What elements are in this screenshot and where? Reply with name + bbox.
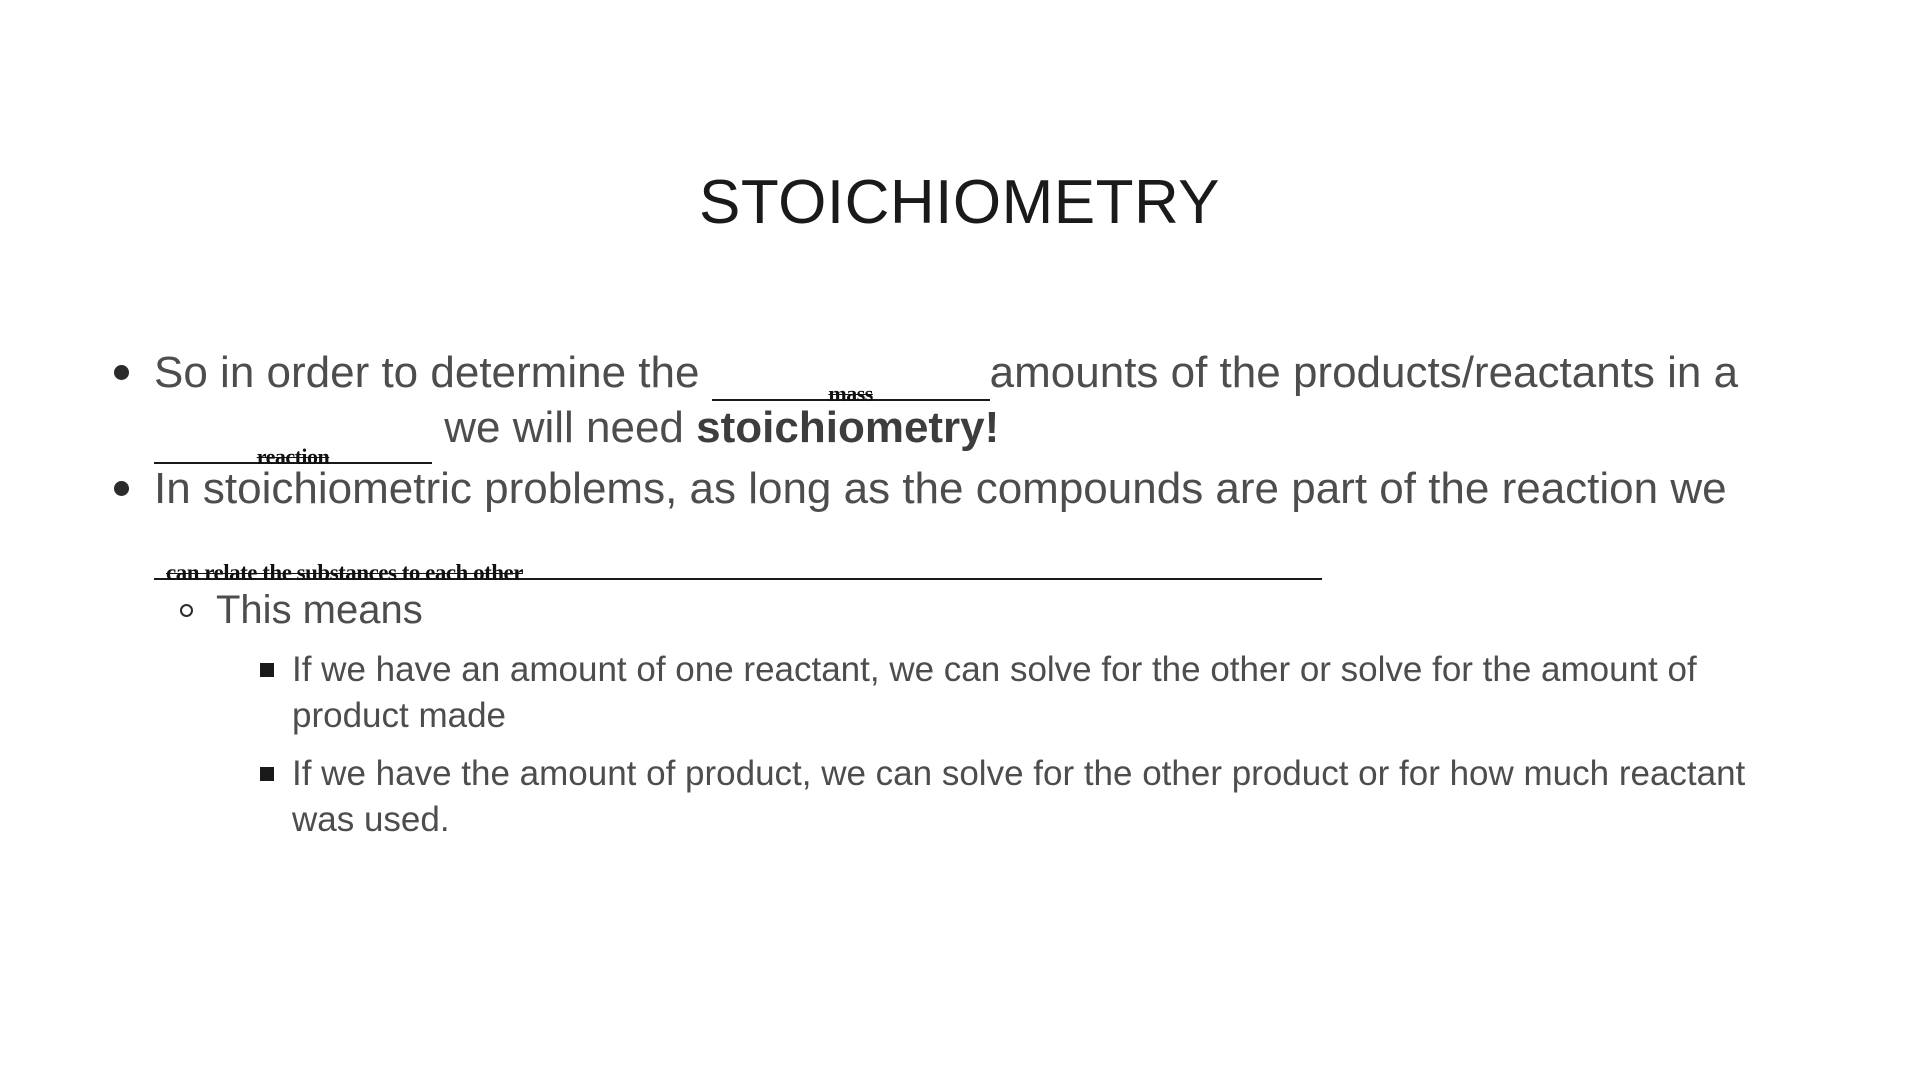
- bullet-3-text: This means: [216, 588, 423, 632]
- fill-in-blank-reaction-value: reaction: [256, 444, 330, 469]
- bullet-square-icon: [260, 663, 274, 677]
- bullet-circle-icon: [180, 604, 193, 617]
- bullet-disc-icon: [114, 481, 129, 496]
- fill-in-blank-mass[interactable]: [712, 375, 990, 406]
- bullet-item-2: [112, 461, 1812, 585]
- slide-body: [112, 345, 1812, 843]
- fill-in-blank-relation[interactable]: [154, 553, 1322, 585]
- fill-in-blank-relation-value: can relate the substances to each other: [166, 560, 523, 585]
- bullet-disc-icon: [114, 365, 129, 380]
- bullet-1-text-part-2: amounts of the products/reactants in a: [989, 348, 1739, 397]
- bullet-item-5: [112, 751, 1812, 843]
- bullet-1-text-part-3: we will need: [432, 403, 697, 452]
- bullet-item-3: [112, 585, 1812, 635]
- bullet-4-text: If we have an amount of one reactant, we can solve for the other or solve for the amount of product made: [292, 650, 1697, 735]
- bullet-item-1: [112, 345, 1812, 469]
- bullet-square-icon: [260, 767, 274, 781]
- bullet-1-text-part-1: So in order to determine the: [154, 348, 712, 397]
- bullet-item-4: [112, 647, 1812, 739]
- fill-in-blank-mass-value: mass: [828, 381, 873, 406]
- bullet-1-emphasis: stoichiometry!: [696, 403, 1000, 452]
- bullet-2-text: In stoichiometric problems, as long as the compounds are part of the reaction we: [154, 464, 1727, 513]
- bullet-5-text: If we have the amount of product, we can solve for the other product or for how much reactant was used.: [292, 754, 1746, 839]
- page-title: STOICHIOMETRY: [699, 168, 1220, 237]
